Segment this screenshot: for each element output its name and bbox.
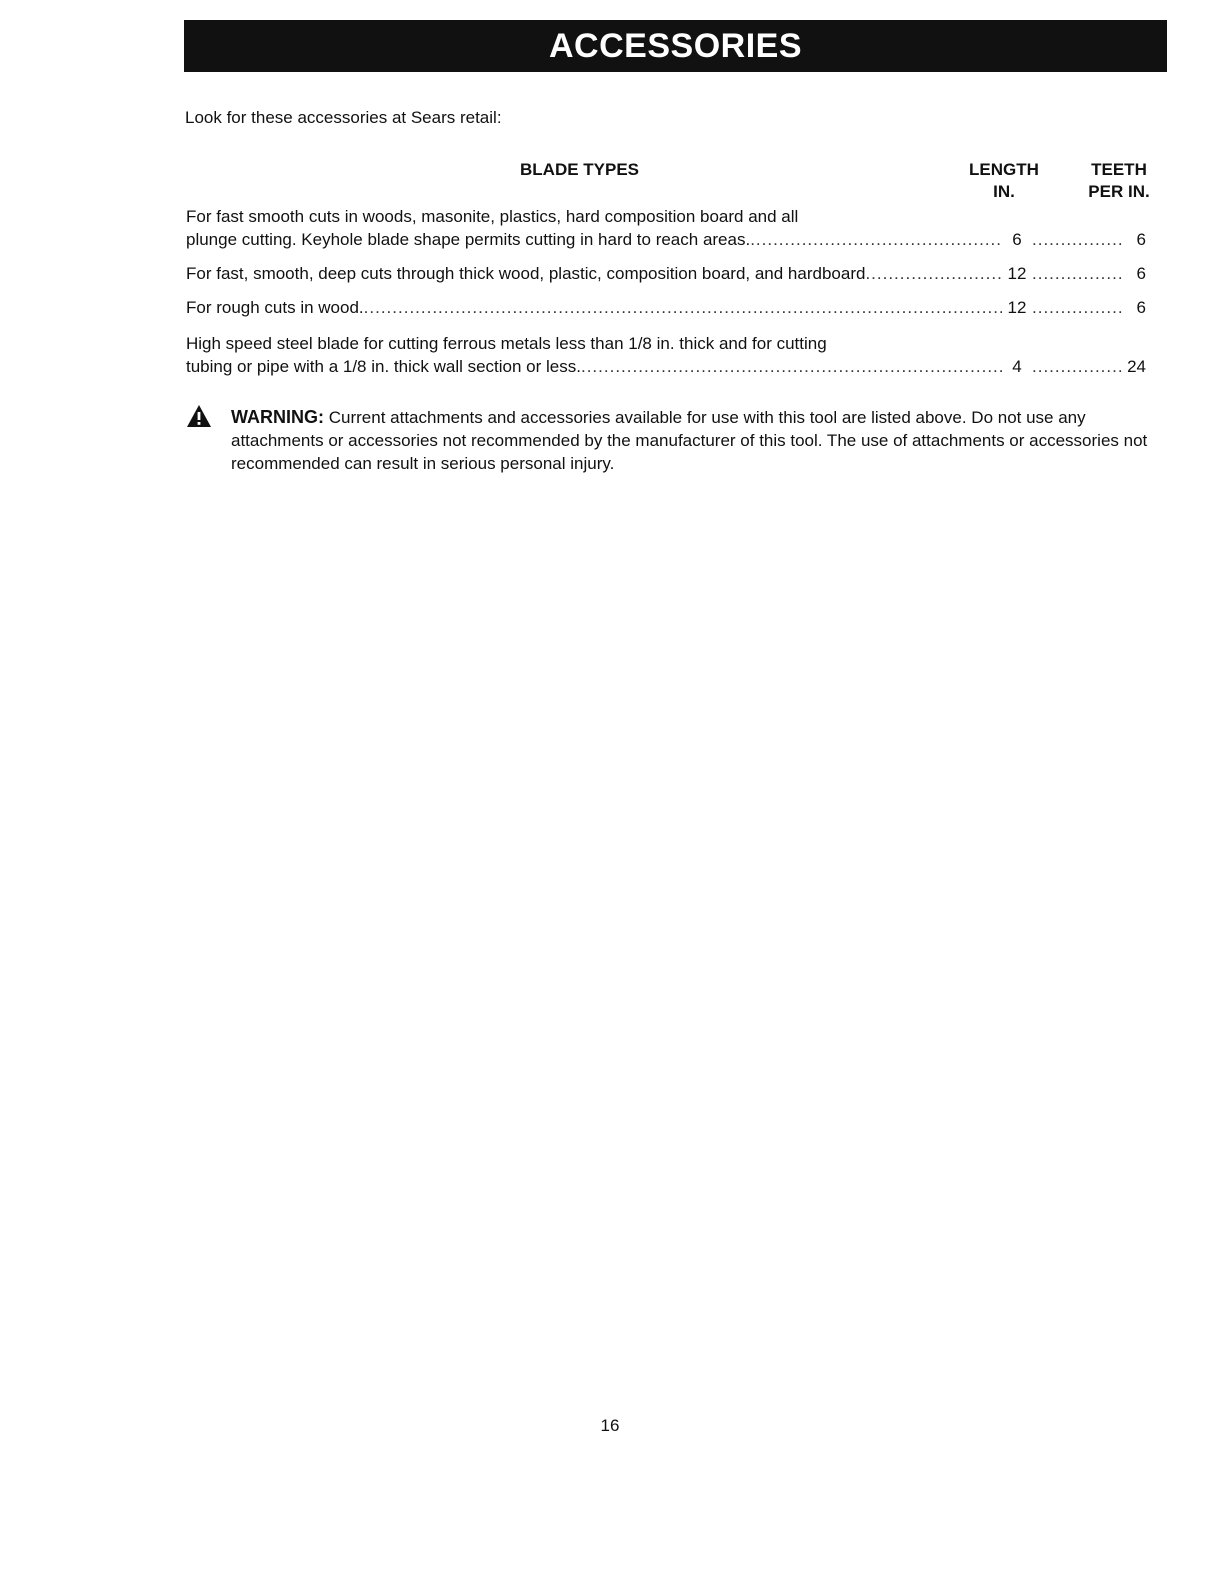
leader-dots xyxy=(581,355,1002,378)
table-row xyxy=(186,296,1146,319)
page-title: ACCESSORIES xyxy=(184,20,1167,72)
row-length: 12 xyxy=(1007,298,1027,317)
row-description-line: For fast smooth cuts in woods, masonite, plastics, hard composition board and all xyxy=(186,207,799,226)
leader-dots xyxy=(1032,355,1122,378)
row-description-line: tubing or pipe with a 1/8 in. thick wall section or less. xyxy=(186,357,581,376)
row-length: 4 xyxy=(1012,357,1022,376)
row-description-line: High speed steel blade for cutting ferrous metals less than 1/8 in. thick and for cutting xyxy=(186,334,827,353)
leader-dots xyxy=(1032,296,1122,319)
warning-block xyxy=(186,406,1156,475)
column-header-length: LENGTH IN. xyxy=(969,160,1039,201)
leader-dots xyxy=(1032,228,1122,251)
column-header-teeth: TEETH PER IN. xyxy=(1088,160,1150,201)
row-description-line: plunge cutting. Keyhole blade shape permits cutting in hard to reach areas. xyxy=(186,230,751,249)
row-length: 12 xyxy=(1007,264,1027,283)
row-length: 6 xyxy=(1012,230,1022,249)
row-teeth: 6 xyxy=(1136,230,1146,249)
leader-dots xyxy=(865,262,1002,285)
column-header-blade-types: BLADE TYPES xyxy=(520,160,640,179)
row-teeth: 6 xyxy=(1136,264,1146,283)
leader-dots xyxy=(364,296,1002,319)
leader-dots xyxy=(1032,262,1122,285)
table-row xyxy=(186,332,1146,378)
intro-text: Look for these accessories at Sears retail: xyxy=(185,108,502,127)
row-teeth: 6 xyxy=(1136,298,1146,317)
warning-triangle-icon xyxy=(186,404,212,428)
table-row xyxy=(186,205,1146,251)
row-description-line: For rough cuts in wood. xyxy=(186,298,364,317)
warning-text: Current attachments and accessories available for use with this tool are listed above. Do not use any attachments or accessories not recommended by the manufacturer of this tool. The use of attachments or accessories not recommended can result in serious personal injury. xyxy=(231,408,1148,473)
warning-label: WARNING: xyxy=(231,407,324,427)
page-number: 16 xyxy=(600,1416,620,1435)
table-row xyxy=(186,262,1146,285)
leader-dots xyxy=(750,228,1002,251)
row-description-line: For fast, smooth, deep cuts through thick wood, plastic, composition board, and hardboard xyxy=(186,264,866,283)
row-teeth: 24 xyxy=(1127,357,1146,376)
